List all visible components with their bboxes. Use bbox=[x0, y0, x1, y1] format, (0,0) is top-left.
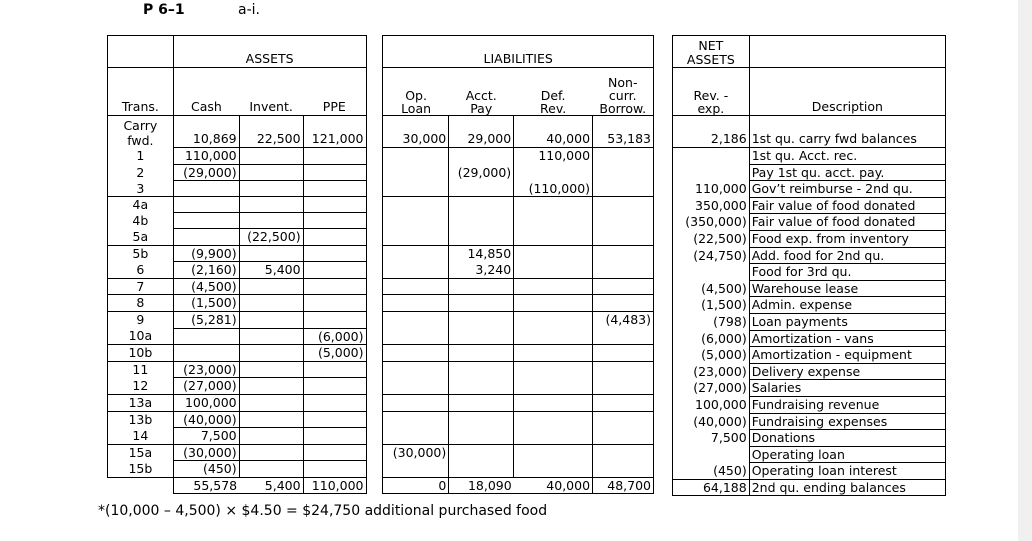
description-cell: Pay 1st qu. acct. pay. bbox=[749, 164, 945, 181]
invent-cell bbox=[239, 245, 303, 262]
description-cell: Add. food for 2nd qu. bbox=[749, 247, 945, 264]
table-row bbox=[108, 116, 654, 148]
cash-cell bbox=[173, 345, 239, 362]
rev-exp-cell: (5,000) bbox=[673, 347, 750, 364]
carry-rev: 2,186 bbox=[673, 116, 750, 148]
table-row bbox=[108, 245, 654, 262]
table-row bbox=[108, 148, 654, 165]
invent-cell bbox=[239, 181, 303, 197]
problem-number: P 6–1 bbox=[143, 2, 185, 18]
ppe-col-header: PPE bbox=[303, 68, 366, 116]
acct-pay-cell bbox=[449, 148, 514, 165]
invent-cell bbox=[239, 278, 303, 295]
rev-exp-cell: (24,750) bbox=[673, 247, 750, 264]
acct-pay-col-header: Acct. Pay bbox=[449, 68, 514, 116]
op-loan-cell bbox=[383, 295, 449, 312]
description-cell: Amortization - vans bbox=[749, 330, 945, 347]
trans-col-header: Trans. bbox=[108, 68, 174, 116]
net-table-row bbox=[673, 347, 946, 364]
rev-exp-cell: (798) bbox=[673, 313, 750, 330]
invent-cell bbox=[239, 378, 303, 395]
total-desc: 2nd qu. ending balances bbox=[749, 479, 945, 496]
trans-label: Carry fwd. bbox=[108, 116, 174, 148]
total-invent: 5,400 bbox=[239, 477, 303, 494]
trans-id: 11 bbox=[108, 361, 174, 378]
description-cell: Fair value of food donated bbox=[749, 214, 945, 231]
acct-pay-cell bbox=[449, 444, 514, 461]
op-loan-cell bbox=[383, 278, 449, 295]
cash-cell: (30,000) bbox=[173, 444, 239, 461]
net-table-row bbox=[673, 313, 946, 330]
table-row bbox=[108, 311, 654, 328]
invent-cell bbox=[239, 411, 303, 428]
trans-id: 15b bbox=[108, 461, 174, 478]
trans-id: 7 bbox=[108, 278, 174, 295]
def-rev-cell bbox=[514, 444, 593, 461]
rev-exp-cell bbox=[673, 446, 750, 463]
description-cell: Fundraising expenses bbox=[749, 413, 945, 430]
op-loan-cell bbox=[383, 411, 449, 428]
trans-header-cell bbox=[108, 36, 174, 68]
rev-exp-cell: (4,500) bbox=[673, 280, 750, 297]
cash-cell: (5,281) bbox=[173, 311, 239, 328]
invent-cell bbox=[239, 164, 303, 181]
cash-cell: (1,500) bbox=[173, 295, 239, 312]
cash-cell bbox=[173, 213, 239, 229]
description-cell: Fundraising revenue bbox=[749, 396, 945, 413]
trans-id: 4b bbox=[108, 213, 174, 229]
def-rev-col-header: Def. Rev. bbox=[514, 68, 593, 116]
acct-pay-cell bbox=[449, 213, 514, 229]
assets-header: ASSETS bbox=[173, 36, 366, 68]
carry-desc: 1st qu. carry fwd balances bbox=[749, 116, 945, 148]
cash-cell: (23,000) bbox=[173, 361, 239, 378]
carry-dr: 40,000 bbox=[514, 116, 593, 148]
total-ppe: 110,000 bbox=[303, 477, 366, 494]
description-cell: Donations bbox=[749, 430, 945, 447]
invent-cell bbox=[239, 311, 303, 328]
rev-exp-cell: (6,000) bbox=[673, 330, 750, 347]
trans-id: 3 bbox=[108, 181, 174, 197]
net-table-row bbox=[673, 380, 946, 397]
noncurr-cell bbox=[593, 411, 654, 428]
def-rev-cell bbox=[514, 361, 593, 378]
op-loan-cell: (30,000) bbox=[383, 444, 449, 461]
table-row bbox=[108, 461, 654, 478]
description-cell: Delivery expense bbox=[749, 363, 945, 380]
trans-id: 12 bbox=[108, 378, 174, 395]
invent-cell bbox=[239, 444, 303, 461]
acct-pay-cell bbox=[449, 295, 514, 312]
def-rev-cell bbox=[514, 228, 593, 245]
rev-exp-cell: (1,500) bbox=[673, 297, 750, 314]
footnote: *(10,000 – 4,500) × $4.50 = $24,750 additional purchased food bbox=[98, 503, 548, 519]
invent-cell bbox=[239, 345, 303, 362]
net-table-row bbox=[673, 280, 946, 297]
description-cell: Operating loan interest bbox=[749, 463, 945, 480]
def-rev-cell bbox=[514, 311, 593, 328]
ppe-cell bbox=[303, 213, 366, 229]
noncurr-cell bbox=[593, 295, 654, 312]
op-loan-cell bbox=[383, 311, 449, 328]
table-row bbox=[108, 361, 654, 378]
carry-ap: 29,000 bbox=[449, 116, 514, 148]
table-row bbox=[108, 164, 654, 181]
table-row bbox=[108, 328, 654, 345]
invent-cell bbox=[239, 428, 303, 445]
net-table-row bbox=[673, 181, 946, 198]
table-row bbox=[108, 394, 654, 411]
trans-id: 13b bbox=[108, 411, 174, 428]
acct-pay-cell bbox=[449, 345, 514, 362]
op-loan-cell bbox=[383, 461, 449, 478]
acct-pay-cell bbox=[449, 278, 514, 295]
op-loan-cell bbox=[383, 378, 449, 395]
acct-pay-cell: (29,000) bbox=[449, 164, 514, 181]
op-loan-cell bbox=[383, 361, 449, 378]
liabilities-header: LIABILITIES bbox=[383, 36, 654, 68]
op-loan-cell bbox=[383, 228, 449, 245]
carry-ppe: 121,000 bbox=[303, 116, 366, 148]
cash-cell: (4,500) bbox=[173, 278, 239, 295]
table-row bbox=[108, 345, 654, 362]
ppe-cell bbox=[303, 278, 366, 295]
table-row bbox=[108, 295, 654, 312]
net-table-row bbox=[673, 396, 946, 413]
ppe-cell bbox=[303, 245, 366, 262]
net-table-row bbox=[673, 116, 946, 148]
op-loan-cell bbox=[383, 197, 449, 213]
noncurr-cell bbox=[593, 228, 654, 245]
ppe-cell bbox=[303, 444, 366, 461]
net-totals-row bbox=[673, 479, 946, 496]
invent-cell bbox=[239, 328, 303, 345]
description-cell: Warehouse lease bbox=[749, 280, 945, 297]
def-rev-cell bbox=[514, 394, 593, 411]
noncurr-cell bbox=[593, 444, 654, 461]
total-nc: 48,700 bbox=[593, 477, 654, 494]
description-col-header: Description bbox=[749, 68, 945, 116]
total-ap: 18,090 bbox=[449, 477, 514, 494]
ppe-cell bbox=[303, 461, 366, 478]
net-table-row bbox=[673, 297, 946, 314]
net-table-row bbox=[673, 230, 946, 247]
description-cell: Admin. expense bbox=[749, 297, 945, 314]
trans-id: 8 bbox=[108, 295, 174, 312]
table-row bbox=[108, 378, 654, 395]
carry-cash: 10,869 bbox=[173, 116, 239, 148]
op-loan-cell bbox=[383, 213, 449, 229]
description-cell: Food for 3rd qu. bbox=[749, 264, 945, 281]
acct-pay-cell: 14,850 bbox=[449, 245, 514, 262]
ppe-cell bbox=[303, 411, 366, 428]
cash-cell: 7,500 bbox=[173, 428, 239, 445]
trans-id: 2 bbox=[108, 164, 174, 181]
noncurr-cell bbox=[593, 345, 654, 362]
carry-op: 30,000 bbox=[383, 116, 449, 148]
net-assets-header: NET ASSETS bbox=[673, 36, 750, 68]
net-table-row bbox=[673, 247, 946, 264]
acct-pay-cell bbox=[449, 228, 514, 245]
rev-exp-cell: 100,000 bbox=[673, 396, 750, 413]
def-rev-cell bbox=[514, 378, 593, 395]
noncurr-cell bbox=[593, 361, 654, 378]
cash-cell bbox=[173, 197, 239, 213]
net-table-row bbox=[673, 214, 946, 231]
description-cell: 1st qu. Acct. rec. bbox=[749, 148, 945, 165]
invent-cell bbox=[239, 148, 303, 165]
acct-pay-cell bbox=[449, 428, 514, 445]
trans-id: 14 bbox=[108, 428, 174, 445]
noncurr-cell bbox=[593, 378, 654, 395]
invent-col-header: Invent. bbox=[239, 68, 303, 116]
cash-cell: (9,900) bbox=[173, 245, 239, 262]
cash-cell: (27,000) bbox=[173, 378, 239, 395]
trans-id: 10a bbox=[108, 328, 174, 345]
ppe-cell bbox=[303, 148, 366, 165]
def-rev-cell bbox=[514, 328, 593, 345]
rev-exp-cell bbox=[673, 148, 750, 165]
invent-cell bbox=[239, 295, 303, 312]
total-dr: 40,000 bbox=[514, 477, 593, 494]
acct-pay-cell bbox=[449, 461, 514, 478]
rev-exp-col-header: Rev. - exp. bbox=[673, 68, 750, 116]
invent-cell bbox=[239, 394, 303, 411]
def-rev-cell bbox=[514, 197, 593, 213]
invent-cell bbox=[239, 361, 303, 378]
def-rev-cell bbox=[514, 164, 593, 181]
noncurr-cell bbox=[593, 428, 654, 445]
acct-pay-cell bbox=[449, 394, 514, 411]
description-cell: Fair value of food donated bbox=[749, 197, 945, 214]
noncurr-cell: (4,483) bbox=[593, 311, 654, 328]
net-table-row bbox=[673, 446, 946, 463]
rev-exp-cell: (22,500) bbox=[673, 230, 750, 247]
op-loan-col-header: Op. Loan bbox=[383, 68, 449, 116]
def-rev-cell: (110,000) bbox=[514, 181, 593, 197]
ppe-cell bbox=[303, 311, 366, 328]
net-table-row bbox=[673, 463, 946, 480]
totals-row bbox=[108, 477, 654, 494]
def-rev-cell bbox=[514, 295, 593, 312]
net-table-row bbox=[673, 264, 946, 281]
noncurr-cell bbox=[593, 213, 654, 229]
def-rev-cell bbox=[514, 411, 593, 428]
acct-pay-cell: 3,240 bbox=[449, 262, 514, 279]
rev-exp-cell: 110,000 bbox=[673, 181, 750, 198]
table-row bbox=[108, 411, 654, 428]
ppe-cell bbox=[303, 228, 366, 245]
cash-cell bbox=[173, 228, 239, 245]
acct-pay-cell bbox=[449, 328, 514, 345]
net-table-row bbox=[673, 330, 946, 347]
acct-pay-cell bbox=[449, 411, 514, 428]
rev-exp-cell: (350,000) bbox=[673, 214, 750, 231]
def-rev-cell bbox=[514, 262, 593, 279]
ppe-cell bbox=[303, 197, 366, 213]
description-cell: Operating loan bbox=[749, 446, 945, 463]
description-cell: Salaries bbox=[749, 380, 945, 397]
acct-pay-cell bbox=[449, 311, 514, 328]
trans-id: 4a bbox=[108, 197, 174, 213]
description-cell: Gov’t reimburse - 2nd qu. bbox=[749, 181, 945, 198]
noncurr-cell bbox=[593, 278, 654, 295]
table-row bbox=[108, 444, 654, 461]
cash-cell: (2,160) bbox=[173, 262, 239, 279]
acct-pay-cell bbox=[449, 197, 514, 213]
op-loan-cell bbox=[383, 181, 449, 197]
noncurr-col-header: Non- curr. Borrow. bbox=[593, 68, 654, 116]
op-loan-cell bbox=[383, 394, 449, 411]
cash-col-header: Cash bbox=[173, 68, 239, 116]
trans-id: 10b bbox=[108, 345, 174, 362]
ppe-cell bbox=[303, 181, 366, 197]
trans-id: 5b bbox=[108, 245, 174, 262]
table-row bbox=[108, 197, 654, 213]
ppe-cell bbox=[303, 394, 366, 411]
table-row bbox=[108, 262, 654, 279]
acct-pay-cell bbox=[449, 181, 514, 197]
invent-cell: (22,500) bbox=[239, 228, 303, 245]
problem-part: a-i. bbox=[238, 2, 260, 18]
net-table-row bbox=[673, 197, 946, 214]
noncurr-cell bbox=[593, 197, 654, 213]
trans-id: 9 bbox=[108, 311, 174, 328]
total-cash: 55,578 bbox=[173, 477, 239, 494]
cash-cell: 110,000 bbox=[173, 148, 239, 165]
table-row bbox=[108, 278, 654, 295]
cash-cell: 100,000 bbox=[173, 394, 239, 411]
def-rev-cell bbox=[514, 278, 593, 295]
noncurr-cell bbox=[593, 181, 654, 197]
rev-exp-cell: 350,000 bbox=[673, 197, 750, 214]
rev-exp-cell: (40,000) bbox=[673, 413, 750, 430]
op-loan-cell bbox=[383, 345, 449, 362]
def-rev-cell bbox=[514, 428, 593, 445]
description-cell: Food exp. from inventory bbox=[749, 230, 945, 247]
def-rev-cell bbox=[514, 213, 593, 229]
ppe-cell bbox=[303, 361, 366, 378]
net-table-row bbox=[673, 148, 946, 165]
rev-exp-cell: (27,000) bbox=[673, 380, 750, 397]
net-table-row bbox=[673, 164, 946, 181]
def-rev-cell bbox=[514, 245, 593, 262]
noncurr-cell bbox=[593, 245, 654, 262]
trans-id: 13a bbox=[108, 394, 174, 411]
op-loan-cell bbox=[383, 148, 449, 165]
acct-pay-cell bbox=[449, 361, 514, 378]
table-row bbox=[108, 428, 654, 445]
table-row bbox=[108, 213, 654, 229]
ppe-cell bbox=[303, 164, 366, 181]
cash-cell bbox=[173, 181, 239, 197]
trans-id: 1 bbox=[108, 148, 174, 165]
right-scroll-gutter bbox=[1018, 0, 1032, 541]
cash-cell: (450) bbox=[173, 461, 239, 478]
net-table-row bbox=[673, 363, 946, 380]
noncurr-cell bbox=[593, 164, 654, 181]
op-loan-cell bbox=[383, 245, 449, 262]
cash-cell: (29,000) bbox=[173, 164, 239, 181]
ppe-cell bbox=[303, 428, 366, 445]
table-row bbox=[108, 228, 654, 245]
invent-cell bbox=[239, 461, 303, 478]
carry-invent: 22,500 bbox=[239, 116, 303, 148]
invent-cell: 5,400 bbox=[239, 262, 303, 279]
ppe-cell bbox=[303, 262, 366, 279]
op-loan-cell bbox=[383, 428, 449, 445]
rev-exp-cell: 7,500 bbox=[673, 430, 750, 447]
rev-exp-cell: (23,000) bbox=[673, 363, 750, 380]
invent-cell bbox=[239, 197, 303, 213]
noncurr-cell bbox=[593, 394, 654, 411]
ppe-cell: (5,000) bbox=[303, 345, 366, 362]
total-op: 0 bbox=[383, 477, 449, 494]
rev-exp-cell bbox=[673, 264, 750, 281]
noncurr-cell bbox=[593, 262, 654, 279]
noncurr-cell bbox=[593, 148, 654, 165]
description-cell: Amortization - equipment bbox=[749, 347, 945, 364]
transaction-table bbox=[107, 35, 654, 494]
ppe-cell bbox=[303, 378, 366, 395]
noncurr-cell bbox=[593, 328, 654, 345]
invent-cell bbox=[239, 213, 303, 229]
trans-id: 6 bbox=[108, 262, 174, 279]
net-assets-table bbox=[672, 35, 946, 496]
net-table-row bbox=[673, 413, 946, 430]
def-rev-cell: 110,000 bbox=[514, 148, 593, 165]
carry-nc: 53,183 bbox=[593, 116, 654, 148]
cash-cell bbox=[173, 328, 239, 345]
description-cell: Loan payments bbox=[749, 313, 945, 330]
op-loan-cell bbox=[383, 164, 449, 181]
trans-id: 5a bbox=[108, 228, 174, 245]
rev-exp-cell: (450) bbox=[673, 463, 750, 480]
ppe-cell bbox=[303, 295, 366, 312]
def-rev-cell bbox=[514, 461, 593, 478]
noncurr-cell bbox=[593, 461, 654, 478]
table-row bbox=[108, 181, 654, 197]
op-loan-cell bbox=[383, 328, 449, 345]
total-rev: 64,188 bbox=[673, 479, 750, 496]
def-rev-cell bbox=[514, 345, 593, 362]
net-table-row bbox=[673, 430, 946, 447]
op-loan-cell bbox=[383, 262, 449, 279]
trans-id: 15a bbox=[108, 444, 174, 461]
cash-cell: (40,000) bbox=[173, 411, 239, 428]
rev-exp-cell bbox=[673, 164, 750, 181]
acct-pay-cell bbox=[449, 378, 514, 395]
ppe-cell: (6,000) bbox=[303, 328, 366, 345]
